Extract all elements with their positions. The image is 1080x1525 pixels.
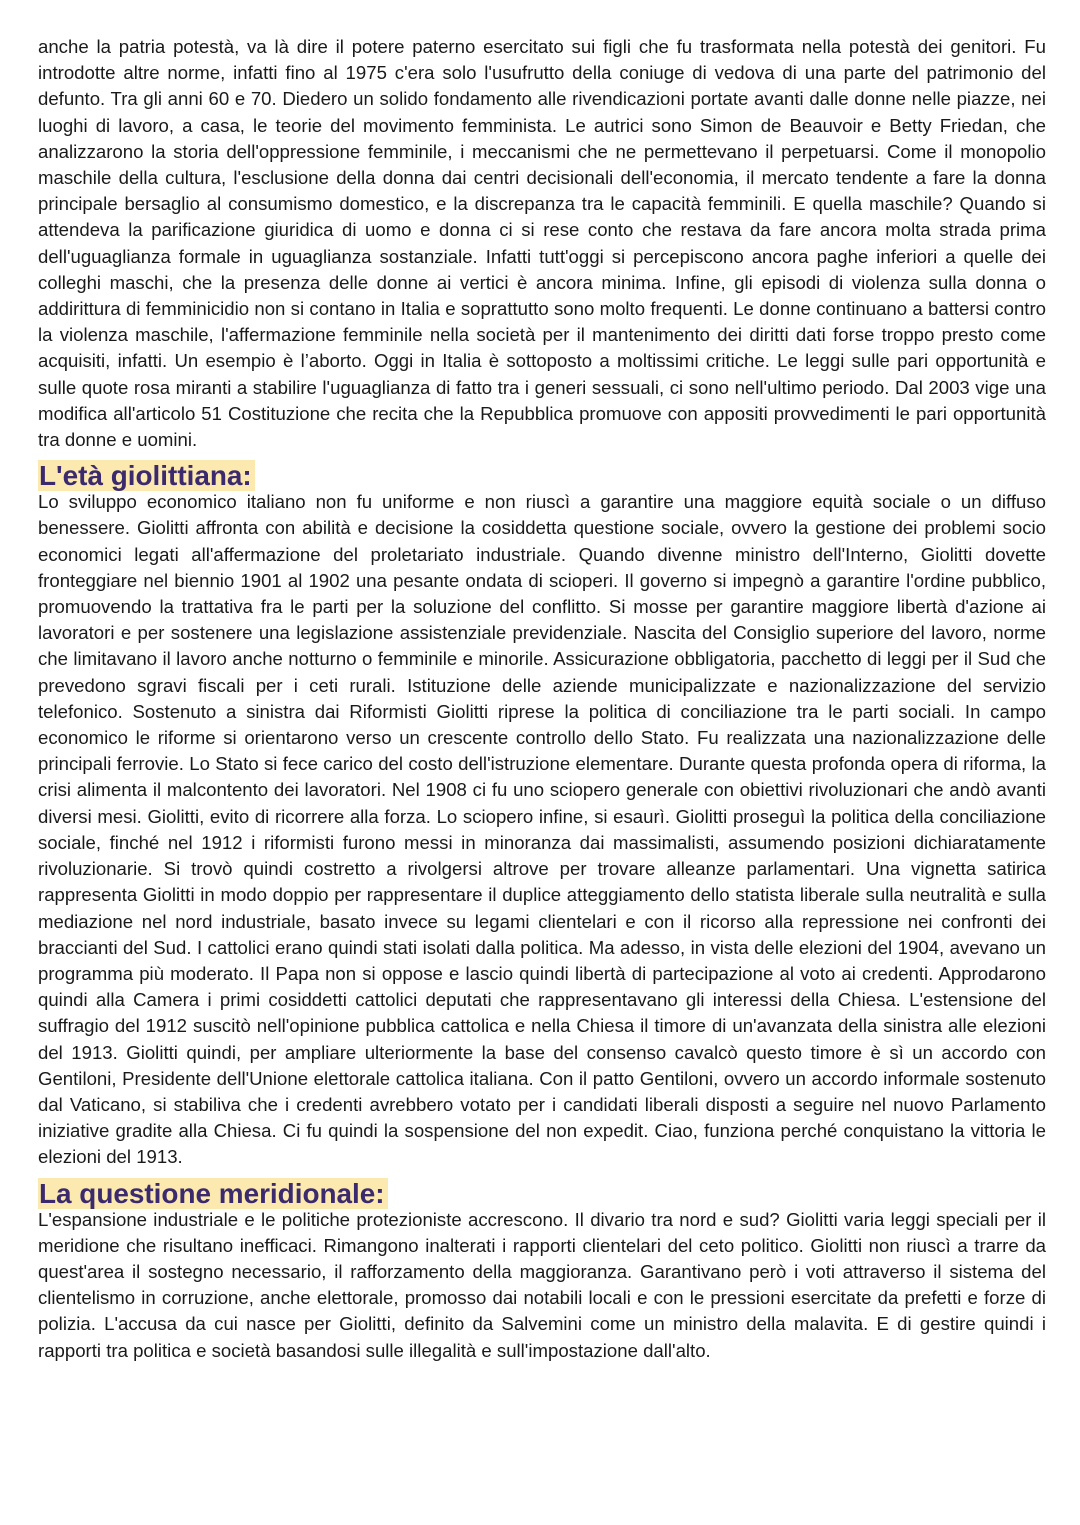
section-heading-eta-giolittiana [38, 460, 1046, 492]
section-heading-questione-meridionale [38, 1177, 1046, 1209]
section-body-questione-meridionale: L'espansione industriale e le politiche protezioniste accrescono. Il divario tra nord e sud? Giolitti varia leggi speciali per il meridione che risultano inefficaci. Rimangono inalterati i rapporti clientelari del ceto politico. Giolitti non riuscì a trarre da quest'area il sostegno necessario, il rafforzamento della maggioranza. Garantivano però i voti attraverso il sistema del clientelismo in corruzione, anche elettorale, promosso dai notabili locali e con le pressioni esercitate da prefetti e forze di polizia. L'accusa da cui nasce per Giolitti, definito da Salvemini come un ministro della malavita. E di gestire quindi i rapporti tra politica e società basandosi sulle illegalità e sull'impostazione dall'alto. [38, 1208, 1046, 1361]
intro-paragraph: anche la patria potestà, va là dire il potere paterno esercitato sui figli che fu trasformata nella potestà dei genitori. Fu introdotte altre norme, infatti fino al 1975 c'era solo l'usufrutto della coniuge di vedova di una parte del patrimonio del defunto. Tra gli anni 60 e 70. Diedero un solido fondamento alle rivendicazioni portate avanti dalle donne nelle piazze, nei luoghi di lavoro, a casa, le teorie del movimento femminista. Le autrici sono Simon de Beauvoir e Betty Friedan, che analizzarono la storia dell'oppressione femminile, i meccanismi che ne permettevano il perpetuarsi. Come il monopolio maschile della cultura, l'esclusione della donna dai centri decisionali dell'economia, il mercato tendente a fare la donna principale bersaglio al consumismo domestico, e la discrepanza tra le capacità femminili. E quella maschile? Quando si attendeva la parificazione giuridica di uomo e donna ci si rese conto che restava da fare ancora molta strada prima dell'uguaglianza formale in uguaglianza sostanziale. Infatti tutt'oggi si percepiscono ancora paghe inferiori a quelle dei colleghi maschi, che la presenza delle donne ai vertici è ancora minima. Infine, gli episodi di violenza sulla donna o addirittura di femminicidio non si contano in Italia e soprattutto sono molto frequenti. Le donne continuano a battersi contro la violenza maschile, l'affermazione femminile nella società per il mantenimento dei diritti dati forse troppo presto come acquisiti, infatti. Un esempio è l’aborto. Oggi in Italia è sottoposto a moltissimi critiche. Le leggi sulle pari opportunità e sulle quote rosa miranti a stabilire l'uguaglianza di fatto tra i generi sessuali, ci sono nell'ultimo periodo. Dal 2003 vige una modifica all'articolo 51 Costituzione che recita che la Repubblica promuove con appositi provvedimenti le pari opportunità tra donne e uomini. [38, 36, 1046, 451]
section-heading-label: L'età giolittiana: [38, 460, 255, 491]
document-page [38, 34, 1046, 1364]
section-heading-label: La questione meridionale: [38, 1178, 388, 1209]
section-body-eta-giolittiana: Lo sviluppo economico italiano non fu uniforme e non riuscì a garantire una maggiore equità sociale o un diffuso benessere. Giolitti affronta con abilità e decisione la cosiddetta questione sociale, ovvero la gestione dei problemi socio economici legati all'affermazione del proletariato industriale. Quando divenne ministro dell'Interno, Giolitti dovette fronteggiare nel biennio 1901 al 1902 una pesante ondata di scioperi. Il governo si impegnò a garantire l'ordine pubblico, promuovendo la trattativa fra le parti per la soluzione del conflitto. Si mosse per garantire maggiore libertà d'azione ai lavoratori e per sostenere una legislazione assistenziale previdenziale. Nascita del Consiglio superiore del lavoro, norme che limitavano il lavoro anche notturno o femminile e minorile. Assicurazione obbligatoria, pacchetto di leggi per il Sud che prevedono sgravi fiscali per i ceti rurali. Istituzione delle aziende municipalizzate e nazionalizzazione del servizio telefonico. Sostenuto a sinistra dai Riformisti Giolitti riprese la politica di conciliazione tra le parti sociali. In campo economico le riforme si orientarono verso un crescente controllo dello Stato. Fu realizzata una nazionalizzazione delle principali ferrovie. Lo Stato si fece carico del costo dell'istruzione elementare. Durante questa profonda opera di riforma, la crisi alimenta il malcontento dei lavoratori. Nel 1908 ci fu uno sciopero generale con obiettivi rivoluzionari che andò avanti diversi mesi. Giolitti, evito di ricorrere alla forza. Lo sciopero infine, si esaurì. Giolitti proseguì la politica della conciliazione sociale, finché nel 1912 i riformisti furono messi in minoranza dai massimalisti, assumendo posizioni dichiaratamente rivoluzionarie. Si trovò quindi costretto a rivolgersi altrove per trovare alleanze parlamentari. Una vignetta satirica rappresenta Giolitti in modo doppio per rappresentare il duplice atteggiamento dello statista liberale sulla neutralità e sulla mediazione nel nord industriale, basato invece su legami clientelari e con il ricorso alla repressione nei confronti dei braccianti del Sud. I cattolici erano quindi stati isolati dalla politica. Ma adesso, in vista delle elezioni del 1904, avevano un programma più moderato. Il Papa non si oppose e lascio quindi libertà di partecipazione al voto ai credenti. Approdarono quindi alla Camera i primi cosiddetti cattolici deputati che rappresentavano gli interessi della Chiesa. L'estensione del suffragio del 1912 suscitò nell'opinione pubblica cattolica e nella Chiesa il timore di un'avanzata della sinistra alle elezioni del 1913. Giolitti quindi, per ampliare ulteriormente la base del consenso cavalcò questo timore è sì un accordo con Gentiloni, Presidente dell'Unione elettorale cattolica italiana. Con il patto Gentiloni, ovvero un accordo informale sostenuto dal Vaticano, si stabiliva che i credenti avrebbero votato per i candidati liberali disposti a seguire nel nuovo Parlamento iniziative gradite alla Chiesa. Ci fu quindi la sospensione del non expedit. Ciao, funziona perché conquistano la vittoria le elezioni del 1913. [38, 491, 1046, 1168]
